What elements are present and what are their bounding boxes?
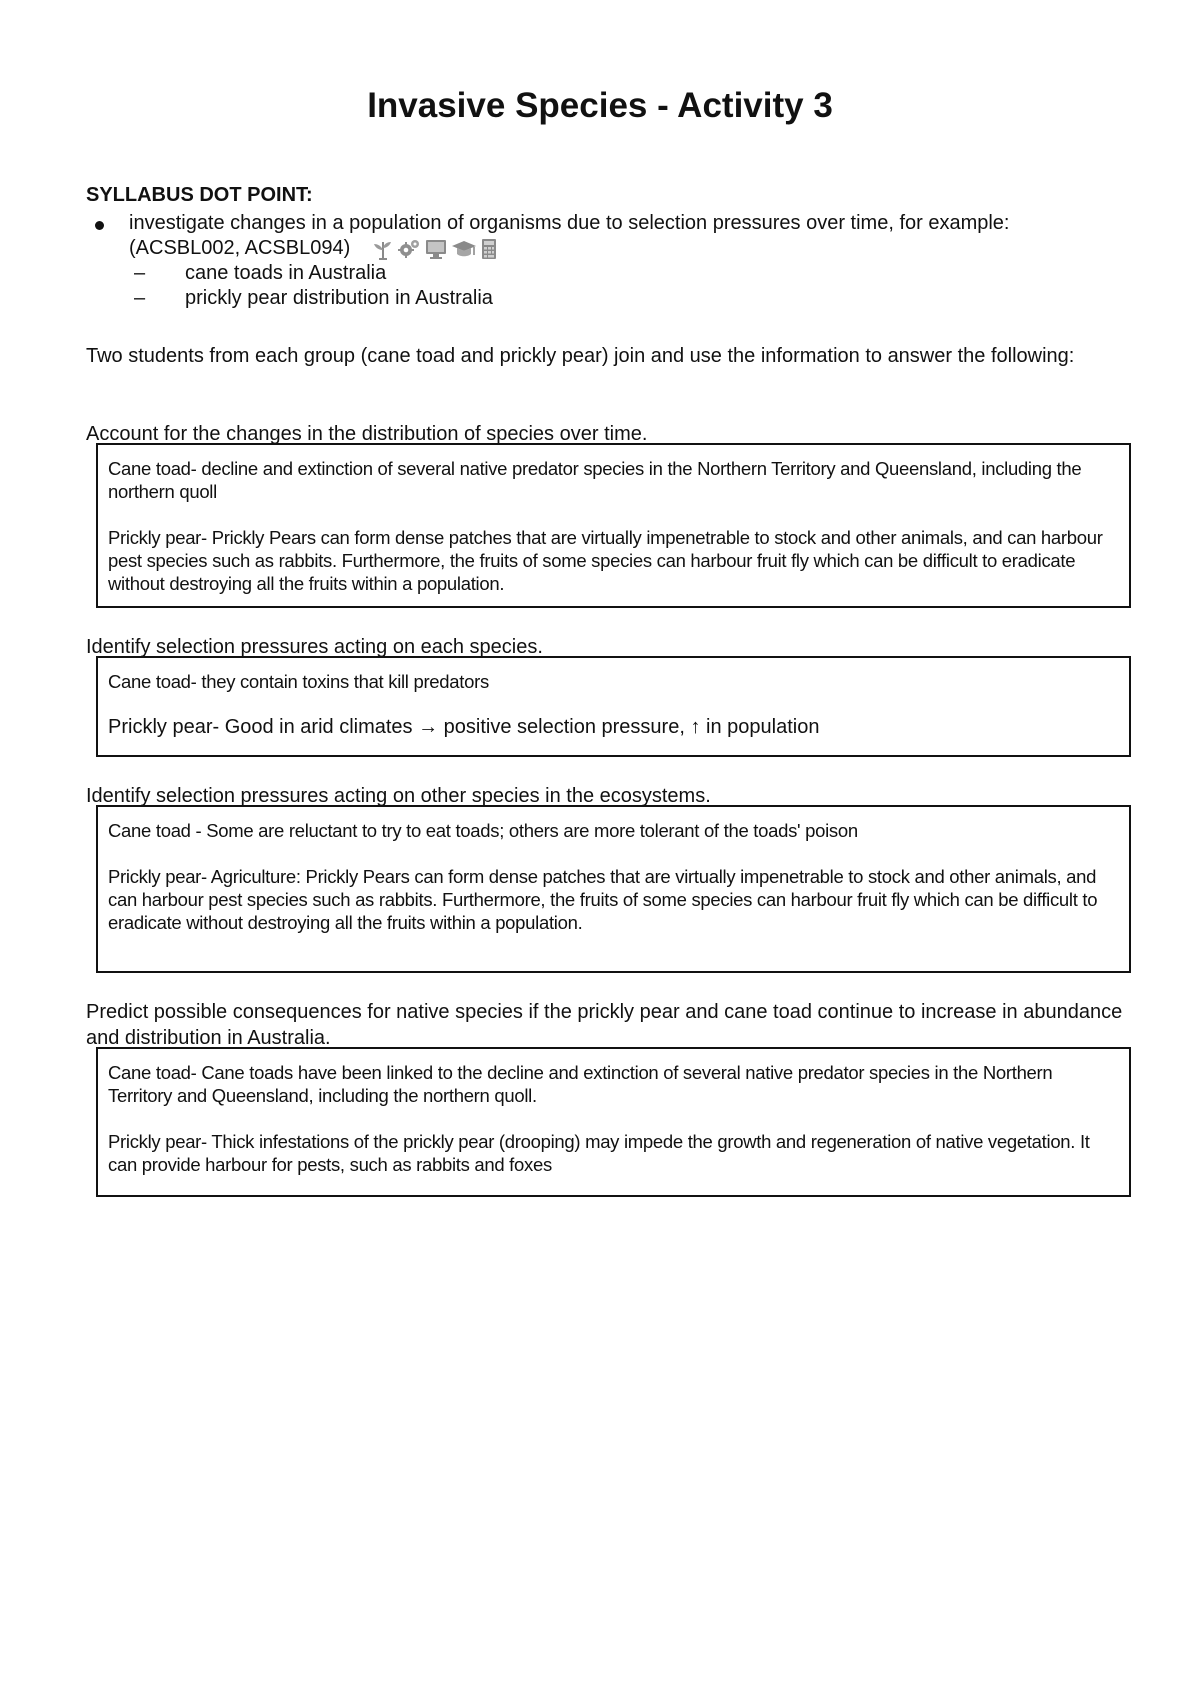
example-text: cane toads in Australia <box>185 262 387 284</box>
dot-point-text: investigate changes in a population of organisms due to selection pressures over time, for example: <box>129 212 1010 234</box>
graduation-cap-icon <box>451 238 477 260</box>
computer-icon <box>424 238 448 260</box>
calculator-icon <box>480 238 498 260</box>
question-prompt: Account for the changes in the distribution of species over time. <box>86 423 648 445</box>
dash-marker: – <box>134 262 146 284</box>
answer-text: Cane toad- Cane toads have been linked to the decline and extinction of several native predator species in the Northern Territory and Queensland, including the northern quoll. <box>108 1062 1053 1106</box>
dash-marker: – <box>134 287 146 309</box>
answer-text: Prickly pear- Agriculture: Prickly Pears can form dense patches that are virtually impenetrable to stock and other animals, and can harbour pest species such as rabbits. Furthermore, the fruits of some species can harbour fruit fly which can be difficult to eradicate without destroying all the fruits within a population. <box>108 866 1098 933</box>
gears-icon <box>397 238 421 260</box>
example-item <box>86 261 1126 286</box>
syllabus-dot-point <box>86 211 1126 311</box>
example-item <box>86 286 1126 311</box>
answer-text: Prickly pear- Prickly Pears can form dense patches that are virtually impenetrable to stock and other animals, and can harbour pest species such as rabbits. Furthermore, the fruits of some species can harbour fruit fly which can be difficult to eradicate without destroying all the fruits within a population. <box>108 527 1103 594</box>
capability-icons <box>372 238 498 260</box>
answer-text: Prickly pear- Good in arid climates → positive selection pressure, ↑ in population <box>108 716 820 738</box>
answer-box <box>96 805 1131 973</box>
answer-box <box>96 1047 1131 1197</box>
answer-text: Cane toad- they contain toxins that kill predators <box>108 671 489 692</box>
syllabus-label: SYLLABUS DOT POINT: <box>86 184 313 206</box>
intro-paragraph: Two students from each group (cane toad and prickly pear) join and use the information to answer the following: <box>86 345 1075 367</box>
question-prompt: Identify selection pressures acting on other species in the ecosystems. <box>86 785 711 807</box>
syllabus-codes: (ACSBL002, ACSBL094) <box>129 237 351 259</box>
page-title: Invasive Species - Activity 3 <box>367 86 833 125</box>
plant-icon <box>372 238 394 260</box>
answer-box <box>96 443 1131 608</box>
bullet-icon <box>95 221 104 230</box>
answer-text: Prickly pear- Thick infestations of the prickly pear (drooping) may impede the growth and regeneration of native vegetation. It can provide harbour for pests, such as rabbits and foxes <box>108 1131 1090 1175</box>
example-text: prickly pear distribution in Australia <box>185 287 493 309</box>
question-prompt: Identify selection pressures acting on each species. <box>86 636 543 658</box>
dot-point-codes-row <box>129 236 1126 261</box>
answer-text: Cane toad - Some are reluctant to try to eat toads; others are more tolerant of the toads' poison <box>108 820 858 841</box>
answer-text: Cane toad- decline and extinction of several native predator species in the Northern Territory and Queensland, including the northern quoll <box>108 458 1082 502</box>
dot-point-item <box>86 211 1126 261</box>
answer-box <box>96 656 1131 757</box>
question-prompt: Predict possible consequences for native species if the prickly pear and cane toad continue to increase in abundance and distribution in Australia. <box>86 1001 1123 1049</box>
